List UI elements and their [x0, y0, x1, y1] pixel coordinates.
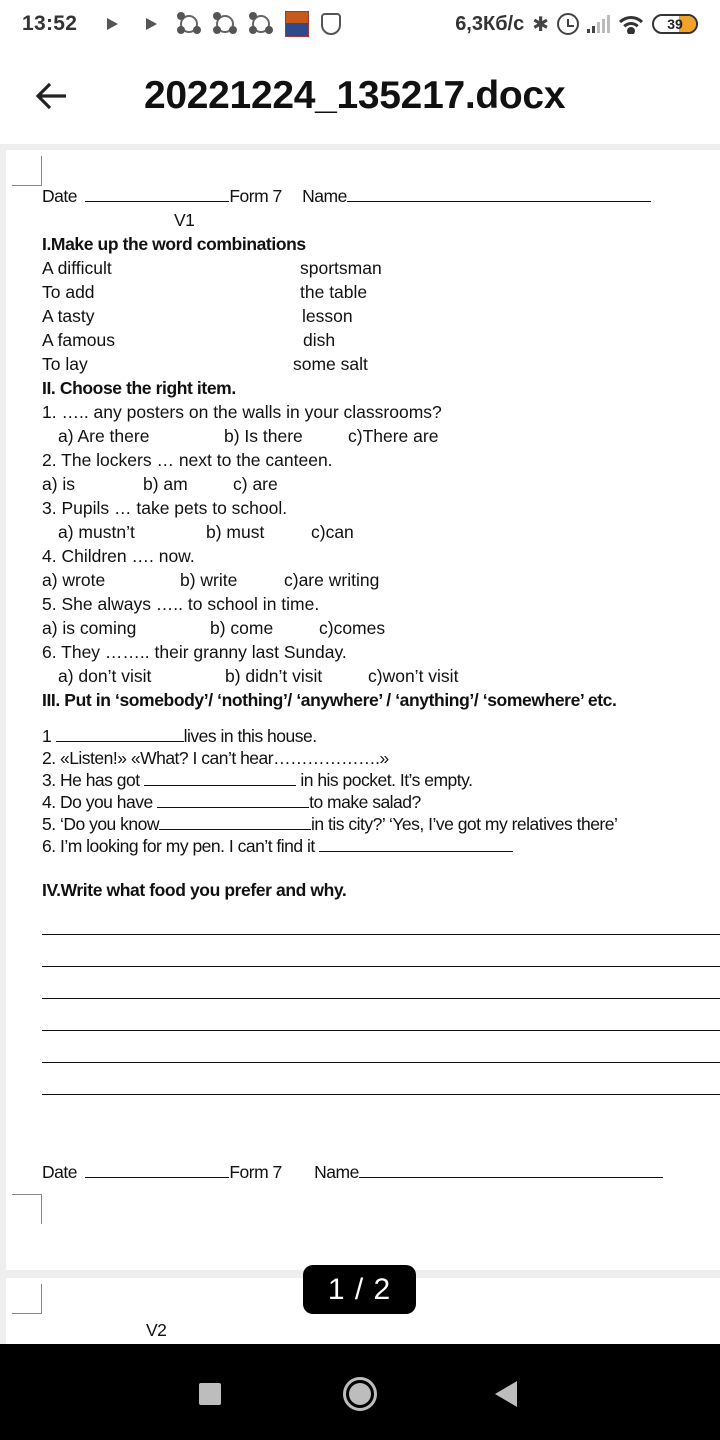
option-a: a) don’t visit — [58, 666, 152, 686]
document-title: 20221224_135217.docx — [144, 74, 566, 117]
page-indicator: 1 / 2 — [303, 1265, 416, 1314]
date-label: Date — [42, 1162, 77, 1182]
answer-blank — [144, 769, 296, 786]
header-line — [42, 184, 720, 208]
option-b: b) write — [180, 570, 238, 590]
date-label: Date — [42, 186, 77, 206]
back-button[interactable] — [28, 72, 76, 120]
page-corner-mark — [12, 156, 42, 186]
item-text: lives in this house. — [183, 726, 317, 746]
combination-left: A difficult — [42, 258, 112, 278]
combination-row — [42, 352, 720, 376]
combination-right: the table — [300, 282, 368, 302]
alarm-icon — [557, 13, 579, 35]
network-speed: 6,3Кб/с — [455, 12, 525, 35]
bluetooth-icon: ✱ — [532, 13, 549, 36]
variant-label: V1 — [174, 210, 195, 230]
combination-row — [42, 256, 720, 280]
combination-row — [42, 328, 720, 352]
item-text: 4. Do you have — [42, 792, 158, 812]
option-b: b) am — [143, 474, 188, 494]
question: 1. ….. any posters on the walls in your classrooms? — [42, 402, 442, 422]
question: 6. They …….. their granny last Sunday. — [42, 642, 347, 662]
circle-icon — [343, 1377, 377, 1411]
answer-blank — [56, 725, 184, 742]
option-c: c)comes — [319, 618, 386, 638]
variant-label: V2 — [146, 1320, 167, 1340]
word-combinations — [42, 256, 720, 376]
item-text: 1 — [42, 726, 56, 746]
question: 3. Pupils … take pets to school. — [42, 498, 288, 518]
document-content — [42, 1318, 720, 1342]
signal-icon — [587, 15, 610, 33]
question: 2. The lockers … next to the canteen. — [42, 450, 333, 470]
date-blank — [85, 185, 229, 202]
battery-icon — [652, 14, 698, 34]
status-bar — [0, 0, 720, 48]
battery-level: 39 — [667, 16, 683, 32]
answer-line — [42, 966, 720, 967]
section3-title: III. Put in ‘somebody’/ ‘nothing’/ ‘anywhere’ / ‘anything’/ ‘somewhere’ etc. — [42, 690, 617, 710]
recents-button[interactable] — [188, 1372, 232, 1416]
name-blank — [359, 1161, 663, 1178]
combination-left: A tasty — [42, 306, 95, 326]
combination-left: A famous — [42, 330, 115, 350]
option-c: c)are writing — [284, 570, 380, 590]
document-viewer[interactable] — [0, 144, 720, 1344]
fill-in-item — [42, 790, 720, 812]
option-a: a) is — [42, 474, 76, 494]
document-page-1 — [6, 150, 720, 1270]
answer-blank — [157, 791, 309, 808]
option-b: b) must — [206, 522, 265, 542]
page-corner-mark — [12, 1284, 42, 1314]
combination-row — [42, 304, 720, 328]
nav-back-button[interactable] — [484, 1372, 528, 1416]
answer-line — [42, 1094, 720, 1095]
combination-left: To add — [42, 282, 95, 302]
form-label: Form 7 — [229, 1162, 282, 1182]
page-corner-mark — [12, 1194, 42, 1224]
answer-options — [42, 664, 720, 688]
option-b: b) didn’t visit — [225, 666, 323, 686]
shield-icon — [321, 13, 341, 35]
item-text: 2. «Listen!» «What? I can’t hear……………….» — [42, 748, 389, 768]
option-a: a) wrote — [42, 570, 106, 590]
question-list — [42, 400, 720, 688]
option-b: b) Is there — [224, 426, 303, 446]
fill-in-item — [42, 768, 720, 790]
option-a: a) is coming — [42, 618, 137, 638]
question: 5. She always ….. to school in time. — [42, 594, 320, 614]
combination-right: some salt — [293, 354, 368, 374]
item-text: 5. ‘Do you know — [42, 814, 160, 834]
answer-line — [42, 998, 720, 999]
fill-in-item — [42, 812, 720, 834]
date-blank — [85, 1161, 229, 1178]
notification-icons — [99, 11, 341, 37]
fill-in-item — [42, 746, 720, 768]
option-b: b) come — [210, 618, 274, 638]
question: 4. Children …. now. — [42, 546, 195, 566]
section2-title: II. Choose the right item. — [42, 378, 236, 398]
name-label: Name — [302, 186, 347, 206]
answer-options — [42, 568, 720, 592]
option-c: c)can — [311, 522, 354, 542]
answer-options — [42, 616, 720, 640]
status-right — [455, 12, 698, 37]
shareit-icon — [249, 12, 273, 36]
shareit-icon — [177, 12, 201, 36]
answer-line — [42, 934, 720, 935]
triangle-back-icon — [495, 1381, 517, 1407]
combination-right: dish — [303, 330, 336, 350]
answer-line — [42, 1062, 720, 1063]
shareit-icon — [213, 12, 237, 36]
answer-options — [42, 520, 720, 544]
fill-in-item — [42, 834, 720, 856]
answer-blank — [159, 813, 311, 830]
item-text: in tis city?’ ‘Yes, I’ve got my relatives there’ — [311, 814, 618, 834]
form-label: Form 7 — [229, 186, 282, 206]
answer-line — [42, 1030, 720, 1031]
combination-left: To lay — [42, 354, 88, 374]
fill-in-list — [42, 724, 720, 856]
option-a: a) mustn’t — [58, 522, 135, 542]
footer-line — [42, 1160, 720, 1184]
fill-in-item — [42, 724, 720, 746]
answer-options — [42, 424, 720, 448]
section1-title: I.Make up the word combinations — [42, 234, 306, 254]
option-a: a) Are there — [58, 426, 150, 446]
name-label: Name — [314, 1162, 359, 1182]
square-icon — [199, 1383, 221, 1405]
combination-right: sportsman — [300, 258, 382, 278]
answer-options — [42, 472, 720, 496]
play-store-icon — [107, 18, 118, 30]
combination-row — [42, 280, 720, 304]
status-time: 13:52 — [22, 12, 78, 35]
option-c: c)won’t visit — [368, 666, 459, 686]
arrow-left-icon — [34, 78, 70, 114]
app-thumbnail-icon — [285, 11, 309, 37]
item-text: in his pocket. It’s empty. — [295, 770, 473, 790]
name-blank — [347, 185, 651, 202]
app-bar — [0, 48, 720, 144]
home-button[interactable] — [338, 1372, 382, 1416]
combination-right: lesson — [302, 306, 353, 326]
document-content — [42, 184, 720, 902]
item-text: 3. He has got — [42, 770, 144, 790]
navigation-bar — [0, 1344, 720, 1440]
option-c: c) are — [233, 474, 278, 494]
option-c: c)There are — [348, 426, 439, 446]
item-text: to make salad? — [309, 792, 421, 812]
wifi-icon — [618, 14, 644, 34]
play-store-icon — [146, 18, 157, 30]
section4-title: IV.Write what food you prefer and why. — [42, 880, 347, 900]
answer-blank — [319, 835, 513, 852]
item-text: 6. I’m looking for my pen. I can’t find it — [42, 836, 320, 856]
